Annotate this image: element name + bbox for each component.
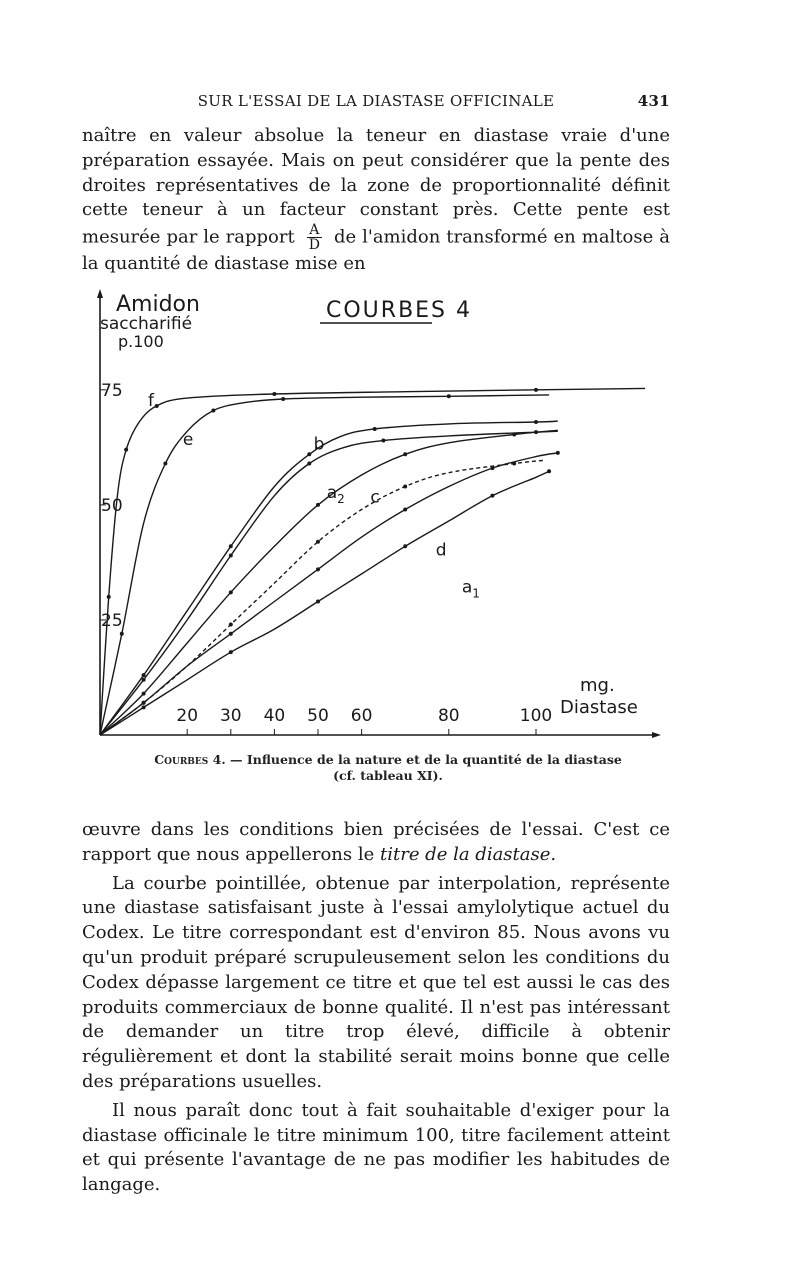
data-point-e [211,409,215,413]
top-text-part2: de l'amidon transformé en maltose à la quantité de diastase mise en [82,226,670,275]
data-point-e [120,632,124,636]
ratio-fraction [307,223,322,252]
data-point-f [272,392,276,396]
x-tick-label: 30 [219,706,242,726]
paragraph-3: Il nous paraît donc tout à fait souhaitable d'exiger pour la diastase officinale le titre minimum 100, titre facilement atteint et qui présente l'avantage de ne pas modifier les habitudes de langage. [82,1099,670,1196]
data-point-d [490,466,494,470]
data-point-d [556,451,560,455]
data-point-b [373,427,377,431]
figure-caption [88,752,688,784]
data-point-f [124,448,128,452]
x-tick-label: 50 [307,706,329,726]
data-point-a1 [403,544,407,548]
caption-text: — Influence de la nature et de la quantité de la diastase [230,752,622,767]
data-point-a1 [490,494,494,498]
running-title: SUR L'ESSAI DE LA DIASTASE OFFICINALE [197,92,555,110]
y-axis-arrow [97,289,103,298]
y-axis-label-line3: p.100 [118,332,164,351]
data-point-c [316,503,320,507]
data-point-a2 [381,438,385,442]
top-paragraph [82,124,670,277]
series-label-c: c [370,487,380,508]
data-point-e [281,397,285,401]
series-label-e: e [182,430,194,451]
series-label-f: f [147,390,154,411]
data-point-f [155,404,159,408]
page-number: 431 [637,92,670,110]
x-tick-label: 80 [437,706,460,726]
series-label-b: b [313,434,325,455]
figure-courbes-4 [88,285,668,745]
x-axis-label-line2: Diastase [560,697,638,718]
paragraph-1-emphasis: titre de la diastase. [379,843,557,865]
fraction-denominator: D [308,237,320,254]
y-tick-label: 50 [101,495,123,516]
x-tick-label: 20 [176,706,199,726]
paragraph-2: La courbe pointillée, obtenue par interpolation, représente une diastase satisfaisant juste à l'essai amylolytique actuel du Codex. Le titre correspondant est d'environ 85. Nous avons vu qu'un produit préparé scrupuleusement selon les conditions du Codex dépasse largement ce titre et que tel est aussi le cas des produits commerciaux de bonne qualité. Il n'est pas intéressant de demander un titre trop élevé, difficile à obtenir régulièrement et dont la stabilité serait moins bonne que celle des préparations usuelles. [82,872,670,1092]
data-point-interpolée [229,623,233,627]
data-point-f [534,388,538,392]
data-point-b [229,544,233,548]
data-point-a2 [142,678,146,682]
caption-ref: (cf. tableau XI). [333,768,443,783]
series-line-a1 [100,471,549,735]
y-tick-label: 25 [101,610,123,631]
data-point-interpolée [403,484,407,488]
series-line-b [100,421,558,735]
running-head [82,92,670,114]
data-point-d [403,507,407,511]
data-point-e [163,461,167,465]
data-point-f [107,595,111,599]
data-point-c [229,590,233,594]
bottom-text [82,818,670,1198]
x-tick-label: 40 [263,706,286,726]
x-tick-label: 100 [519,706,553,726]
paragraph-1 [82,818,670,868]
data-point-d [316,567,320,571]
series-line-a2 [100,431,558,735]
data-point-c [403,452,407,456]
series-label-a2: $a_2$ [326,482,345,506]
data-point-b [142,673,146,677]
chart-svg [88,285,668,745]
caption-lead: Courbes 4. [154,752,226,767]
data-point-b [307,452,311,456]
y-tick-label: 75 [101,380,123,401]
top-text-part1: naître en valeur absolue la teneur en diastase vraie d'une préparation essayée. Mais on peut considérer que la pente des droites représentatives de la zone de proportionnalité définit cette teneur à un facteur constant près. Cette pente est mesurée par le rapport [82,125,670,248]
data-point-interpolée [316,540,320,544]
data-point-b [534,420,538,424]
y-axis-label-line2: saccharifié [100,314,193,334]
series-label-a1: $a_1$ [461,577,480,601]
x-tick-label: 60 [350,706,373,726]
data-point-d [229,632,233,636]
data-point-a1 [229,650,233,654]
series-label-d: d [435,540,447,561]
data-point-a1 [142,705,146,709]
data-point-a2 [229,554,233,558]
data-point-a1 [316,600,320,604]
series-line-c [100,430,558,735]
data-point-e [447,394,451,398]
x-axis-arrow [652,732,661,738]
fraction-numerator: A [307,223,322,238]
data-point-d [142,701,146,705]
chart-series [100,388,645,735]
data-point-c [142,692,146,696]
paragraph-1-text: œuvre dans les conditions bien précisées de l'essai. C'est ce rapport que nous appellerons le [82,819,670,865]
chart-title: COURBES 4 [326,298,473,323]
data-point-a1 [547,469,551,473]
data-point-a2 [307,461,311,465]
y-axis-label-line1: Amidon [116,292,200,317]
data-point-c [512,432,516,436]
x-axis-label-line1: mg. [580,675,615,696]
